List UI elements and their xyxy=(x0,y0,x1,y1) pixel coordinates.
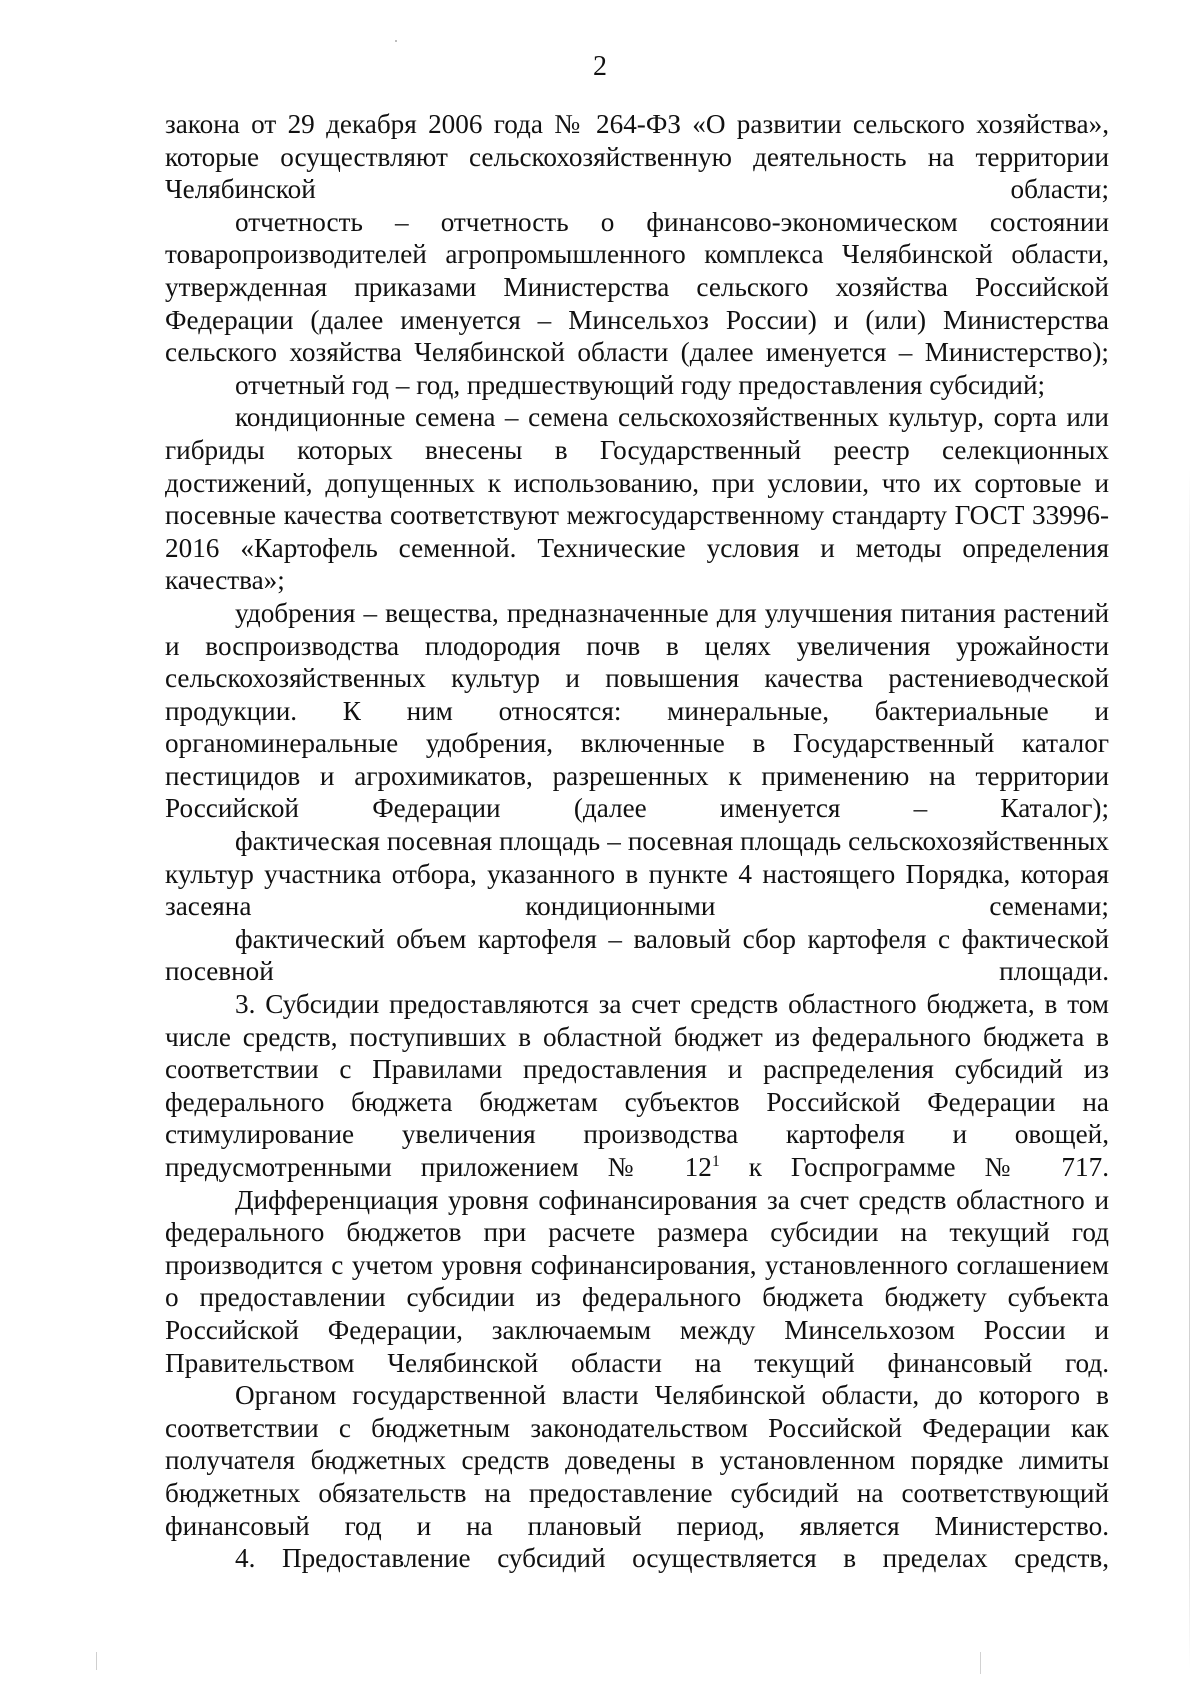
document-body xyxy=(165,108,1109,1575)
superscript-note: 1 xyxy=(711,1152,720,1170)
definition-conditioned-seeds: кондиционные семена – семена сельскохозяйственных культур, сорта или гибриды которых внесены в Государственный реестр селекционных достижений, допущенных к использованию, при условии, что их сортовые и посевные качества соответствуют межгосударственному стандарту ГОСТ 33996-2016 «Картофель семенной. Технические условия и методы определения качества»; xyxy=(165,402,1109,596)
clause-3-text: 3. Субсидии предоставляются за счет средств областного бюджета, в том числе средств, поступивших в областной бюджет из федерального бюджета в соответствии с Правилами предоставления и распределения субсидий из федерального бюджета бюджетам субъектов Российской Федерации на стимулирование увеличения производства картофеля и овощей, предусмотренными приложением № 12 xyxy=(165,989,1109,1182)
clause-4-paragraph: 4. Предоставление субсидий осуществляется в пределах средств, xyxy=(235,1543,1109,1574)
paragraph-continuation: закона от 29 декабря 2006 года № 264-ФЗ «О развитии сельского хозяйства», которые осуществляют сельскохозяйственную деятельность на территории Челябинской области; xyxy=(165,109,1109,205)
clause-3-text-end: к Госпрограмме № 717. xyxy=(719,1152,1109,1182)
cofinancing-paragraph: Дифференциация уровня софинансирования за счет средств областного и федерального бюджетов при расчете размера субсидии на текущий год производится с учетом уровня софинансирования, установленного соглашением о предоставлении субсидии из федерального бюджета бюджету субъекта Российской Федерации, заключаемым между Минсельхозом России и Правительством Челябинской области на текущий финансовый год. xyxy=(165,1184,1109,1378)
scan-speck xyxy=(980,1652,981,1674)
definition-fertilizers: удобрения – вещества, предназначенные для улучшения питания растений и воспроизводства плодородия почв в целях увеличения урожайности сельскохозяйственных культур и повышения качества растениеводческой продукции. К ним относятся: минеральные, бактериальные и органоминеральные удобрения, включенные в Государственный каталог пестицидов и агрохимикатов, разрешенных к применению на территории Российской Федерации (далее именуется – Каталог); xyxy=(165,597,1109,824)
definition-actual-potato-volume: фактический объем картофеля – валовый сбор картофеля с фактической посевной площади. xyxy=(165,923,1109,987)
definition-reporting: отчетность – отчетность о финансово-экономическом состоянии товаропроизводителей агропромышленного комплекса Челябинской области, утвержденная приказами Министерства сельского хозяйства Российской Федерации (далее именуется – Минсельхоз России) и (или) Министерства сельского хозяйства Челябинской области (далее именуется – Министерство); xyxy=(165,206,1109,368)
definition-actual-sown-area: фактическая посевная площадь – посевная площадь сельскохозяйственных культур участника отбора, указанного в пункте 4 настоящего Порядка, которая засеяна кондиционными семенами; xyxy=(165,826,1109,922)
definition-reporting-year: отчетный год – год, предшествующий году предоставления субсидий; xyxy=(235,369,1046,400)
scan-speck xyxy=(395,40,397,42)
scan-edge-line xyxy=(1189,470,1190,1670)
page-number: 2 xyxy=(593,51,607,82)
authority-paragraph: Органом государственной власти Челябинской области, до которого в соответствии с бюджетным законодательством Российской Федерации как получателя бюджетных средств доведены в установленном порядке лимиты бюджетных обязательств на предоставление субсидий на соответствующий финансовый год и на плановый период, является Министерство. xyxy=(165,1380,1109,1541)
scan-speck xyxy=(96,1652,97,1670)
clause-3-paragraph xyxy=(165,988,1109,1184)
